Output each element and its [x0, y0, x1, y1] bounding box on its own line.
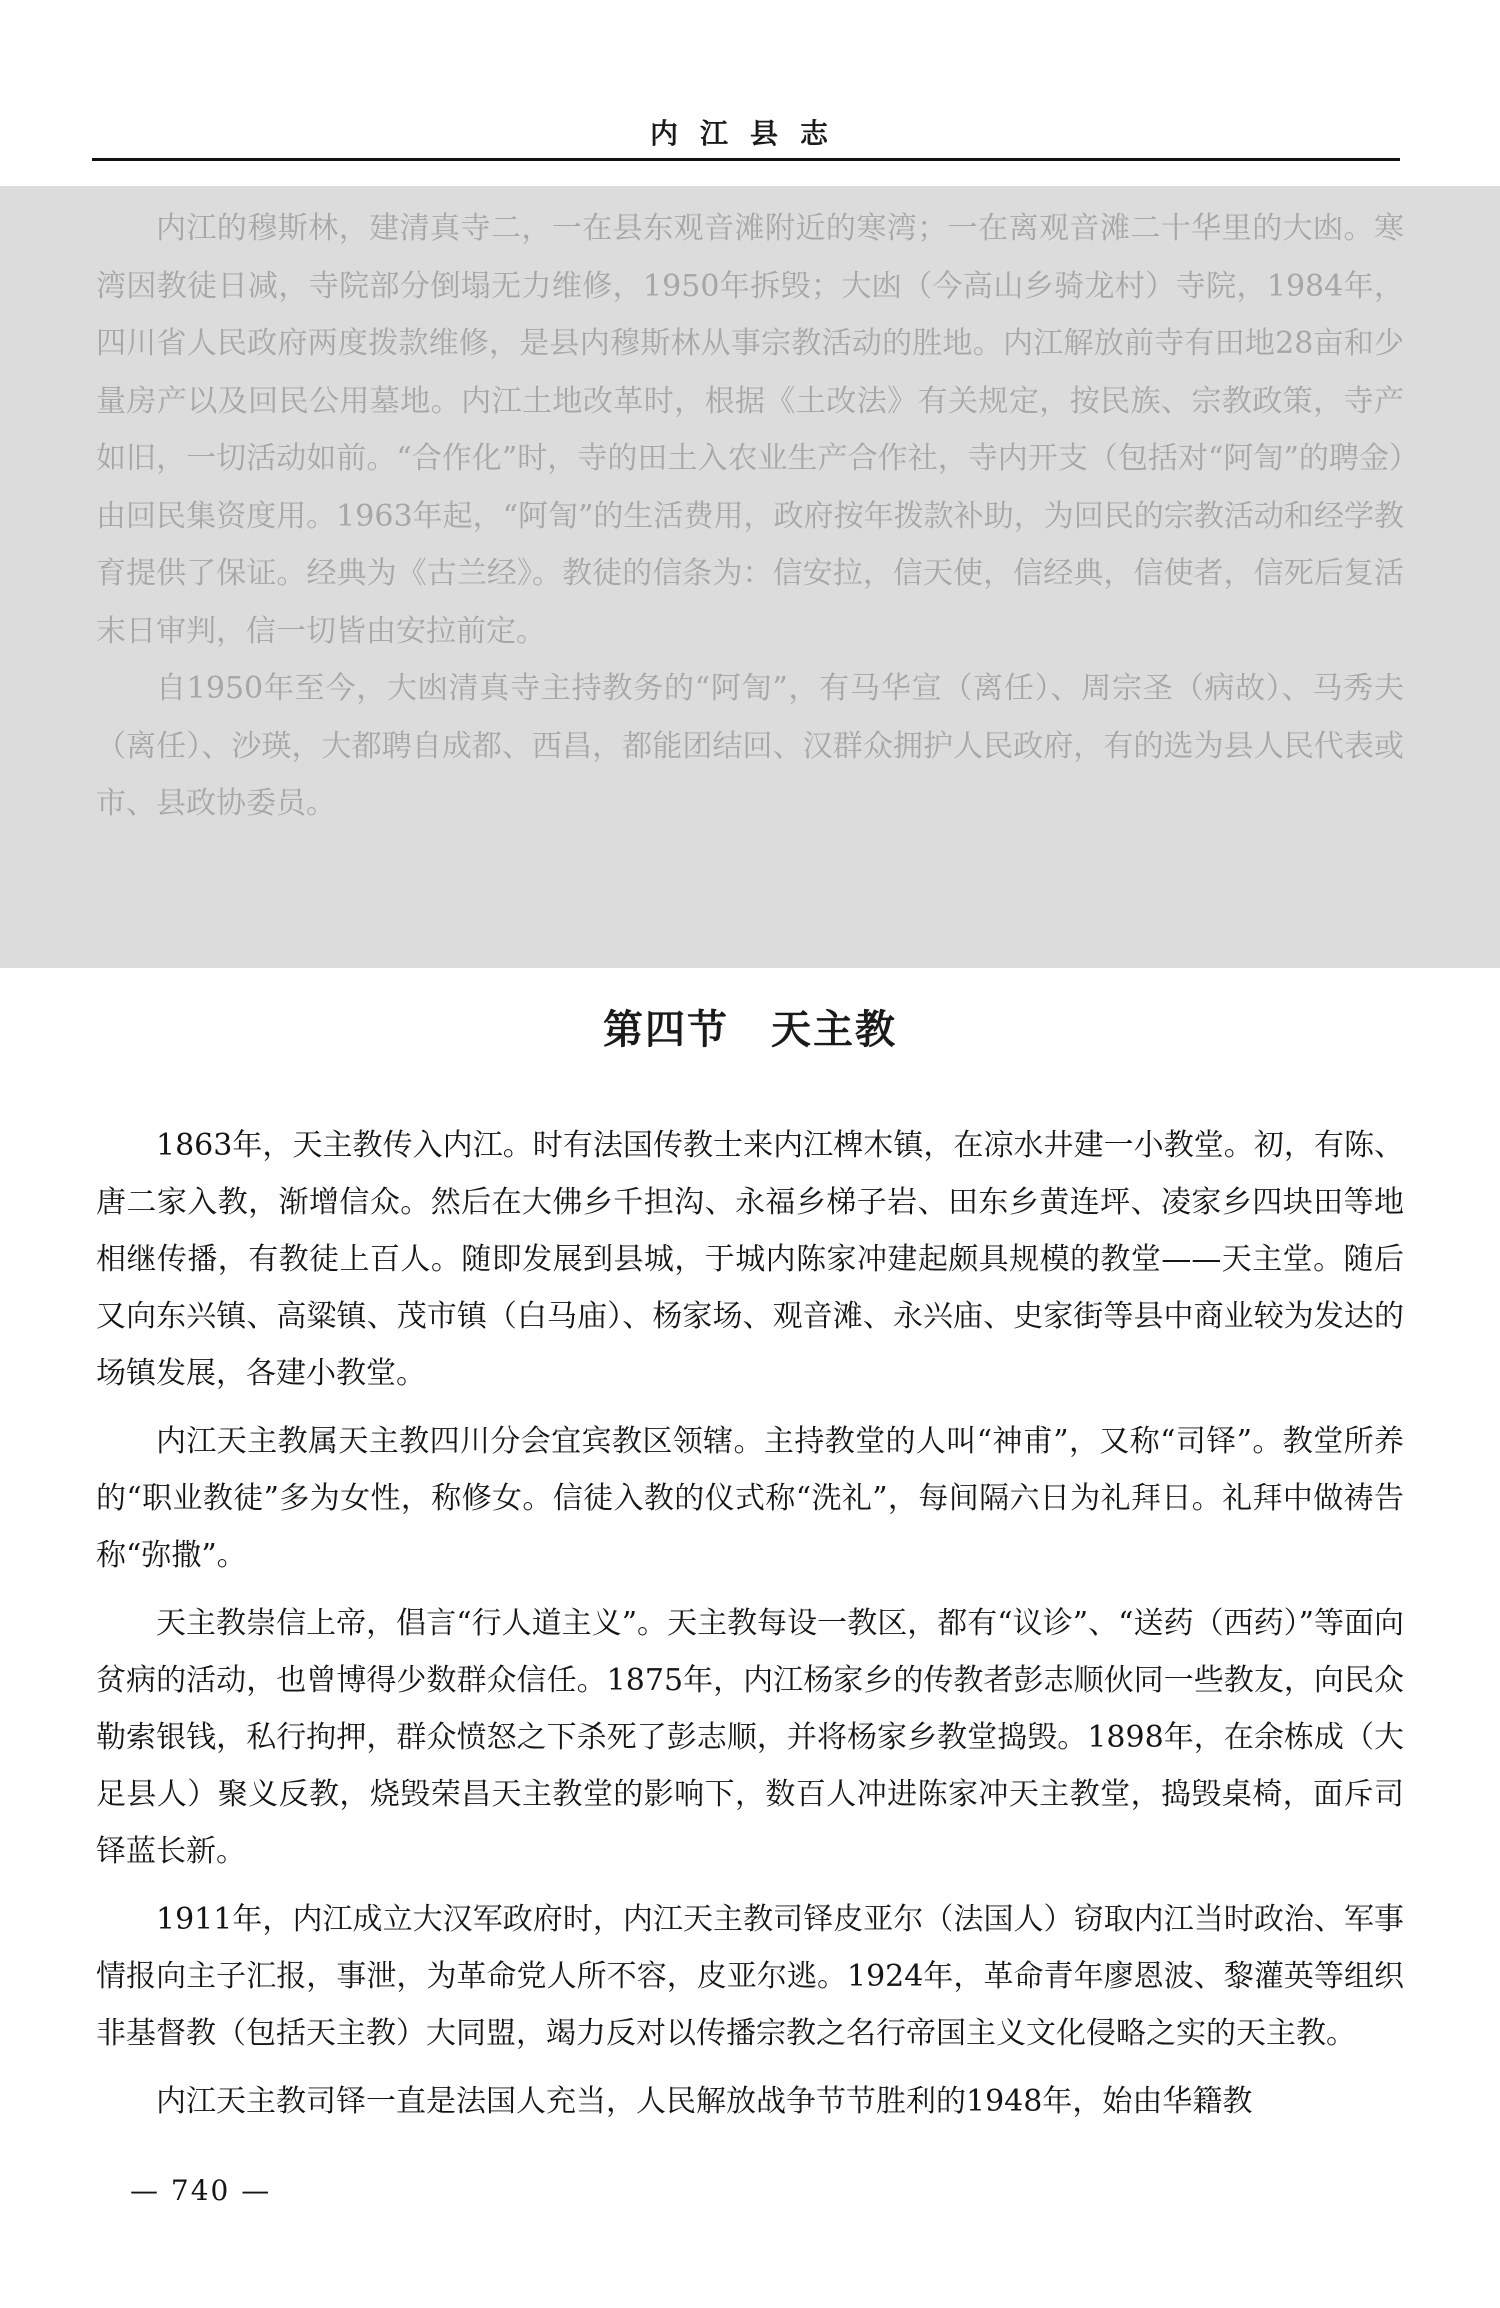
body-paragraph: 天主教崇信上帝，倡言“行人道主义”。天主教每设一教区，都有“议诊”、“送药（西药）”等面向贫病的活动，也曾博得少数群众信任。1875年，内江杨家乡的传教者彭志顺伙同一些教友，向民众勒索银钱，私行拘押，群众愤怒之下杀死了彭志顺，并将杨家乡教堂捣毁。1898年，在余栋成（大足县人）聚义反教，烧毁荣昌天主教堂的影响下，数百人冲进陈家冲天主教堂，捣毁桌椅，面斥司铎蓝长新。 [96, 1606, 1404, 1869]
body-paragraph: 内江天主教司铎一直是法国人充当，人民解放战争节节胜利的1948年，始由华籍教 [156, 2084, 1253, 2119]
faded-paragraph: 自1950年至今，大凼清真寺主持教务的“阿訇”，有马华宣（离任）、周宗圣（病故）、马秀夫（离任）、沙瑛，大都聘自成都、西昌，都能团结回、汉群众拥护人民政府，有的选为县人民代表或市、县政协委员。 [96, 671, 1404, 821]
section-title: 第四节 天主教 [603, 1007, 897, 1053]
running-head: 内江县志 [649, 117, 850, 150]
page-number: — 740 — [130, 2174, 272, 2207]
body-paragraph: 1863年，天主教传入内江。时有法国传教士来内江椑木镇，在凉水井建一小教堂。初，有陈、唐二家入教，渐增信众。然后在大佛乡千担沟、永福乡梯子岩、田东乡黄连坪、凌家乡四块田等地相继传播，有教徒上百人。随即发展到县城，于城内陈家冲建起颇具规模的教堂——天主堂。随后又向东兴镇、高粱镇、茂市镇（白马庙）、杨家场、观音滩、永兴庙、史家街等县中商业较为发达的场镇发展，各建小教堂。 [96, 1128, 1404, 1391]
faded-text [96, 200, 1404, 833]
header-rule [92, 158, 1400, 161]
body-text [96, 1117, 1404, 2141]
faded-section [0, 186, 1500, 968]
body-paragraph: 1911年，内江成立大汉军政府时，内江天主教司铎皮亚尔（法国人）窃取内江当时政治、军事情报向主子汇报，事泄，为革命党人所不容，皮亚尔逃。1924年，革命青年廖恩波、黎灌英等组织非基督教（包括天主教）大同盟，竭力反对以传播宗教之名行帝国主义文化侵略之实的天主教。 [96, 1902, 1404, 2051]
faded-paragraph: 内江的穆斯林，建清真寺二，一在县东观音滩附近的寒湾；一在离观音滩二十华里的大凼。寒湾因教徒日减，寺院部分倒塌无力维修，1950年拆毁；大凼（今高山乡骑龙村）寺院，1984年，四川省人民政府两度拨款维修，是县内穆斯林从事宗教活动的胜地。内江解放前寺有田地28亩和少量房产以及回民公用墓地。内江土地改革时，根据《土改法》有关规定，按民族、宗教政策，寺产如旧，一切活动如前。“合作化”时，寺的田土入农业生产合作社，寺内开支（包括对“阿訇”的聘金）由回民集资度用。1963年起，“阿訇”的生活费用，政府按年拨款补助，为回民的宗教活动和经学教育提供了保证。经典为《古兰经》。教徒的信条为：信安拉，信天使，信经典，信使者，信死后复活末日审判，信一切皆由安拉前定。 [96, 211, 1404, 649]
body-paragraph: 内江天主教属天主教四川分会宜宾教区领辖。主持教堂的人叫“神甫”，又称“司铎”。教堂所养的“职业教徒”多为女性，称修女。信徒入教的仪式称“洗礼”，每间隔六日为礼拜日。礼拜中做祷告称“弥撒”。 [96, 1424, 1404, 1573]
